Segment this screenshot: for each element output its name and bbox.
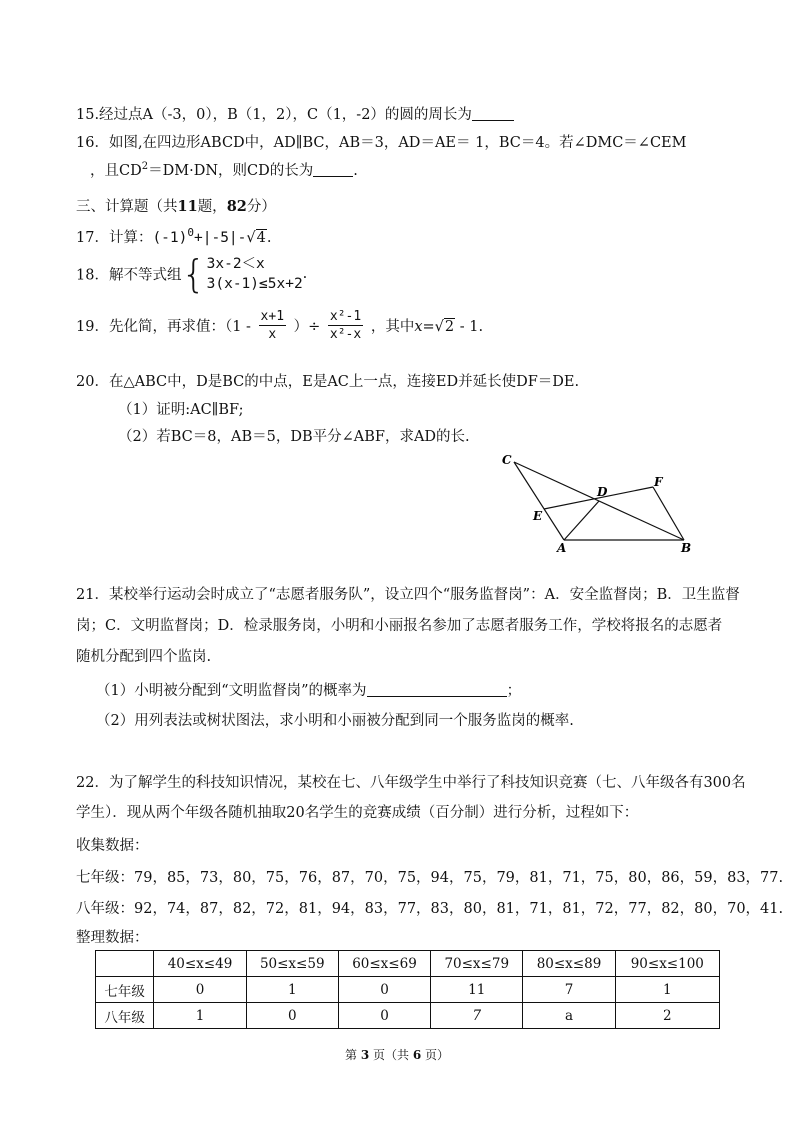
question-20: 20．在△ABC中，D是BC的中点，E是AC上一点，连接ED并延长使DF＝DE. <box>76 374 580 390</box>
label-a: A <box>557 541 567 555</box>
grade-7-data: 七年级：79，85，73，80，75，76，87，70，75，94，75，79，81，71，75，80，86，59，83，77. <box>76 870 784 886</box>
condition: ，其中x=√2 - 1. <box>370 319 484 335</box>
left-brace: { <box>181 252 206 296</box>
table-header-cell: 80≤x≤89 <box>523 951 615 977</box>
table-cell: 八年级 <box>96 1003 154 1029</box>
segment-ad <box>564 501 599 540</box>
question-21-line-3: 随机分配到四个监岗. <box>76 649 212 665</box>
collect-data-label: 收集数据： <box>76 838 149 854</box>
question-18: 18．解不等式组{ 3x-2＜x 3(x-1)≤5x+2 . <box>76 252 308 296</box>
question-16-line-2: ，且$CD^2=DM\cdot DN$，则CD的长为 . <box>90 161 358 179</box>
answer-blank <box>472 106 514 121</box>
question-22-line-2: 学生）．现从两个年级各随机抽取20名学生的竞赛成绩（百分制）进行分析，过程如下： <box>76 805 639 821</box>
table-cell: 七年级 <box>96 977 154 1003</box>
table-header-cell: 70≤x≤79 <box>431 951 523 977</box>
table-cell: 2 <box>615 1003 719 1029</box>
inequality-system: 3x-2＜x 3(x-1)≤5x+2 <box>206 256 303 292</box>
geometry-figure <box>500 452 710 558</box>
label-e: E <box>533 509 543 523</box>
question-17: 17．计算：$(-1)^0+|-5|-√4$. <box>76 226 272 246</box>
table-header-cell: 40≤x≤49 <box>154 951 246 977</box>
table-header-cell: 90≤x≤100 <box>615 951 719 977</box>
question-15: 15.经过点A（-3，0），B（1，2），C（1，-2）的圆的周长为 <box>76 103 514 124</box>
page-footer: 第 3 页（共 6 页） <box>344 1048 449 1062</box>
fraction-2: $\frac{\text{x²-1}}{\text{x²-x}}$ <box>329 309 362 342</box>
section-3-heading: 三、计算题（共11题，82分） <box>76 198 276 215</box>
table-cell: a <box>523 1003 615 1029</box>
question-21-line-1: 21．某校举行运动会时成立了“志愿者服务队”，设立四个“服务监督岗”：A．安全监督岗；B．卫生监督 <box>76 587 740 603</box>
question-20-part-2: （2）若BC＝8，AB＝5，DB平分∠ABF，求AD的长. <box>118 429 470 445</box>
label-f: F <box>654 475 663 489</box>
table-cell: 0 <box>338 1003 430 1029</box>
table-cell: 1 <box>154 1003 246 1029</box>
table-header-row <box>96 951 720 977</box>
table-cell: 0 <box>246 1003 338 1029</box>
table-cell: 1 <box>246 977 338 1003</box>
frequency-table <box>95 950 720 1029</box>
label-d: D <box>597 485 608 499</box>
table-cell: 7 <box>523 977 615 1003</box>
organize-data-label: 整理数据： <box>76 930 149 946</box>
label-b: B <box>681 541 692 555</box>
answer-blank <box>313 162 353 177</box>
table-cell: 7 <box>431 1003 523 1029</box>
table-cell: 11 <box>431 977 523 1003</box>
question-21-part-2: （2）用列表法或树状图法，求小明和小丽被分配到同一个服务监岗的概率. <box>96 713 574 729</box>
table-cell: 0 <box>154 977 246 1003</box>
table-header-cell: 60≤x≤69 <box>338 951 430 977</box>
sqrt-symbol: √ <box>246 230 256 246</box>
grade-8-data: 八年级：92，74，87，82，72，81，94，83，77，83，80，81，71，81，72，77，82，80，70，41. <box>76 901 784 917</box>
question-21-part-1: （1）小明被分配到“文明监督岗”的概率为 ； <box>96 683 522 699</box>
segment-fb <box>653 487 684 540</box>
question-21-line-2: 岗；C．文明监督岗；D．检录服务岗，小明和小丽报名参加了志愿者服务工作，学校将报名的志愿者 <box>76 618 723 634</box>
table-cell: 0 <box>338 977 430 1003</box>
table-row <box>96 977 720 1003</box>
question-16-line-1: 16．如图,在四边形ABCD中，AD∥BC，AB＝3，AD＝AE＝ 1，BC＝4。若∠DMC＝∠CEM <box>76 135 687 151</box>
table-row <box>96 1003 720 1029</box>
fraction-1: $\frac{x+1}{x}$ <box>260 309 285 342</box>
question-20-part-1: （1）证明:AC∥BF; <box>118 402 244 418</box>
table-header-cell <box>96 951 154 977</box>
table-cell: 1 <box>615 977 719 1003</box>
table-header-cell: 50≤x≤59 <box>246 951 338 977</box>
question-19: 19．先化简，再求值：（1 - $\frac{x+1}{x}$ ）÷ $\frac{\text{x²-1}}{\text{x²-x}}$ ，其中x=√2 - 1. <box>76 309 484 342</box>
label-c: C <box>502 453 512 467</box>
question-22-line-1: 22．为了解学生的科技知识情况，某校在七、八年级学生中举行了科技知识竞赛（七、八年级各有300名 <box>76 775 746 791</box>
sqrt-symbol: √ <box>434 319 444 335</box>
answer-blank <box>367 682 507 697</box>
